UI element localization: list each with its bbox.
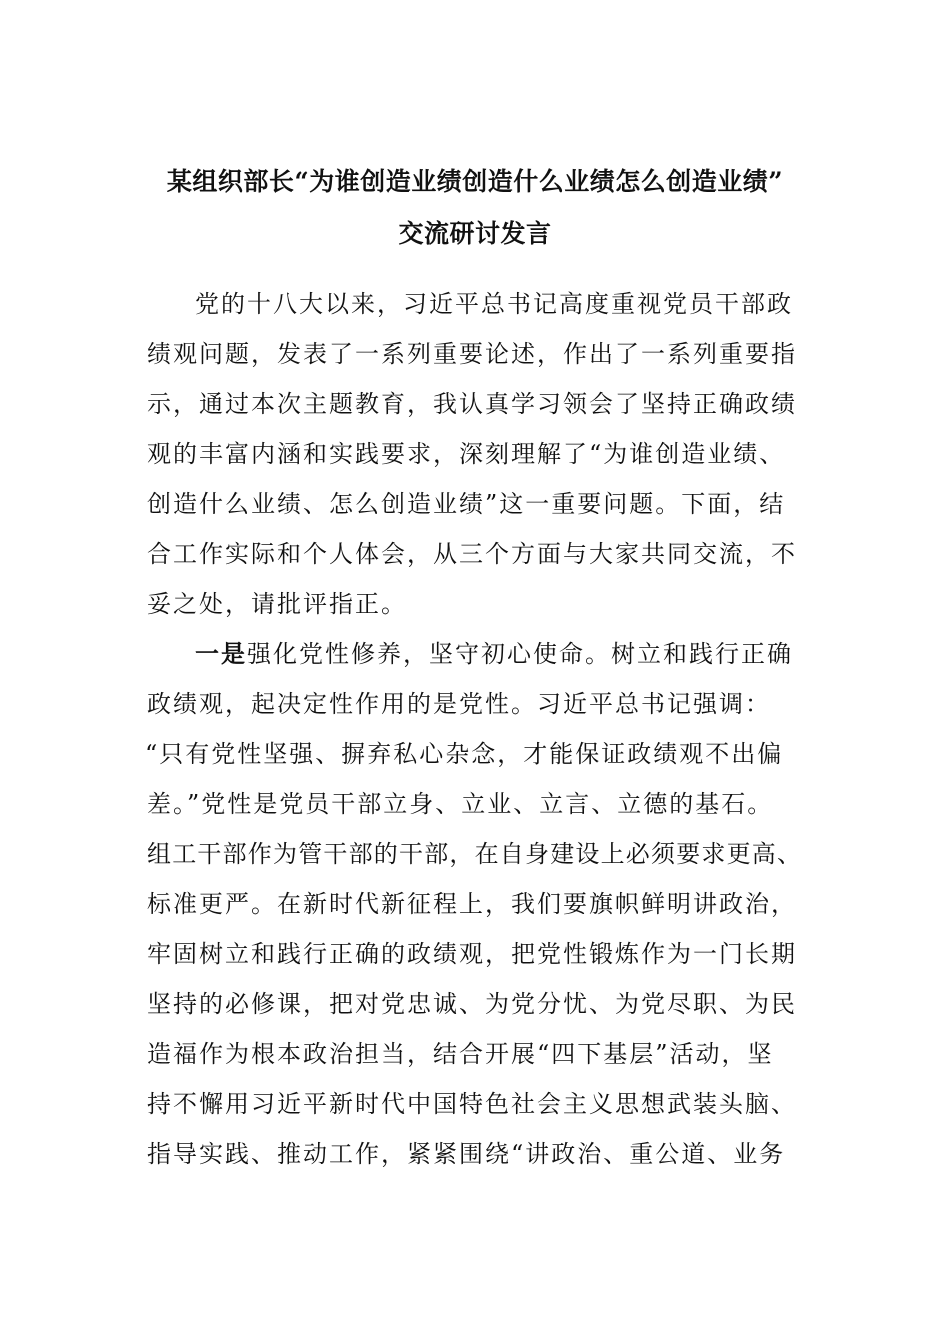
- paragraph-1-line-4: 观的丰富内涵和实践要求，深刻理解了“为谁创造业绩、: [147, 440, 786, 468]
- paragraph-1-line-1: 党的十八大以来，习近平总书记高度重视党员干部政: [195, 290, 793, 318]
- paragraph-2-line-4: 差。”党性是党员干部立身、立业、立言、立德的基石。: [147, 790, 774, 818]
- paragraph-2-line-7: 牢固树立和践行正确的政绩观，把党性锻炼作为一门长期: [147, 940, 797, 968]
- paragraph-1-line-6: 合工作实际和个人体会，从三个方面与大家共同交流，不: [147, 540, 797, 568]
- paragraph-2-line-8: 坚持的必修课，把对党忠诚、为党分忧、为党尽职、为民: [147, 990, 797, 1018]
- paragraph-2-line-1: [195, 639, 793, 669]
- paragraph-2-line-6: 标准更严。在新时代新征程上，我们要旗帜鲜明讲政治，: [147, 890, 797, 918]
- paragraph-2-line-9: 造福作为根本政治担当，结合开展“四下基层”活动，坚: [147, 1040, 774, 1068]
- paragraph-2-line-1-rest: 强化党性修养，坚守初心使命。树立和践行正确: [247, 640, 793, 668]
- paragraph-2-line-2: 政绩观，起决定性作用的是党性。习近平总书记强调：: [147, 690, 771, 718]
- paragraph-1-line-7: 妥之处，请批评指正。: [147, 590, 407, 618]
- paragraph-2-line-10: 持不懈用习近平新时代中国特色社会主义思想武装头脑、: [147, 1090, 797, 1118]
- paragraph-2-line-5: 组工干部作为管干部的干部，在自身建设上必须要求更高、: [147, 840, 803, 868]
- paragraph-1-line-5: 创造什么业绩、怎么创造业绩”这一重要问题。下面，结: [147, 490, 786, 518]
- document-title-line-2: 交流研讨发言: [398, 219, 552, 248]
- paragraph-2-line-3: “只有党性坚强、摒弃私心杂念，才能保证政绩观不出偏: [145, 740, 784, 768]
- paragraph-1-line-2: 绩观问题，发表了一系列重要论述，作出了一系列重要指: [147, 340, 797, 368]
- paragraph-1-line-3: 示，通过本次主题教育，我认真学习领会了坚持正确政绩: [147, 390, 797, 418]
- paragraph-2-line-11: 指导实践、推动工作，紧紧围绕“讲政治、重公道、业务: [147, 1140, 786, 1168]
- paragraph-2-lead: 一是: [195, 639, 247, 668]
- document-title-line-1: 某组织部长“为谁创造业绩创造什么业绩怎么创造业绩”: [166, 167, 784, 196]
